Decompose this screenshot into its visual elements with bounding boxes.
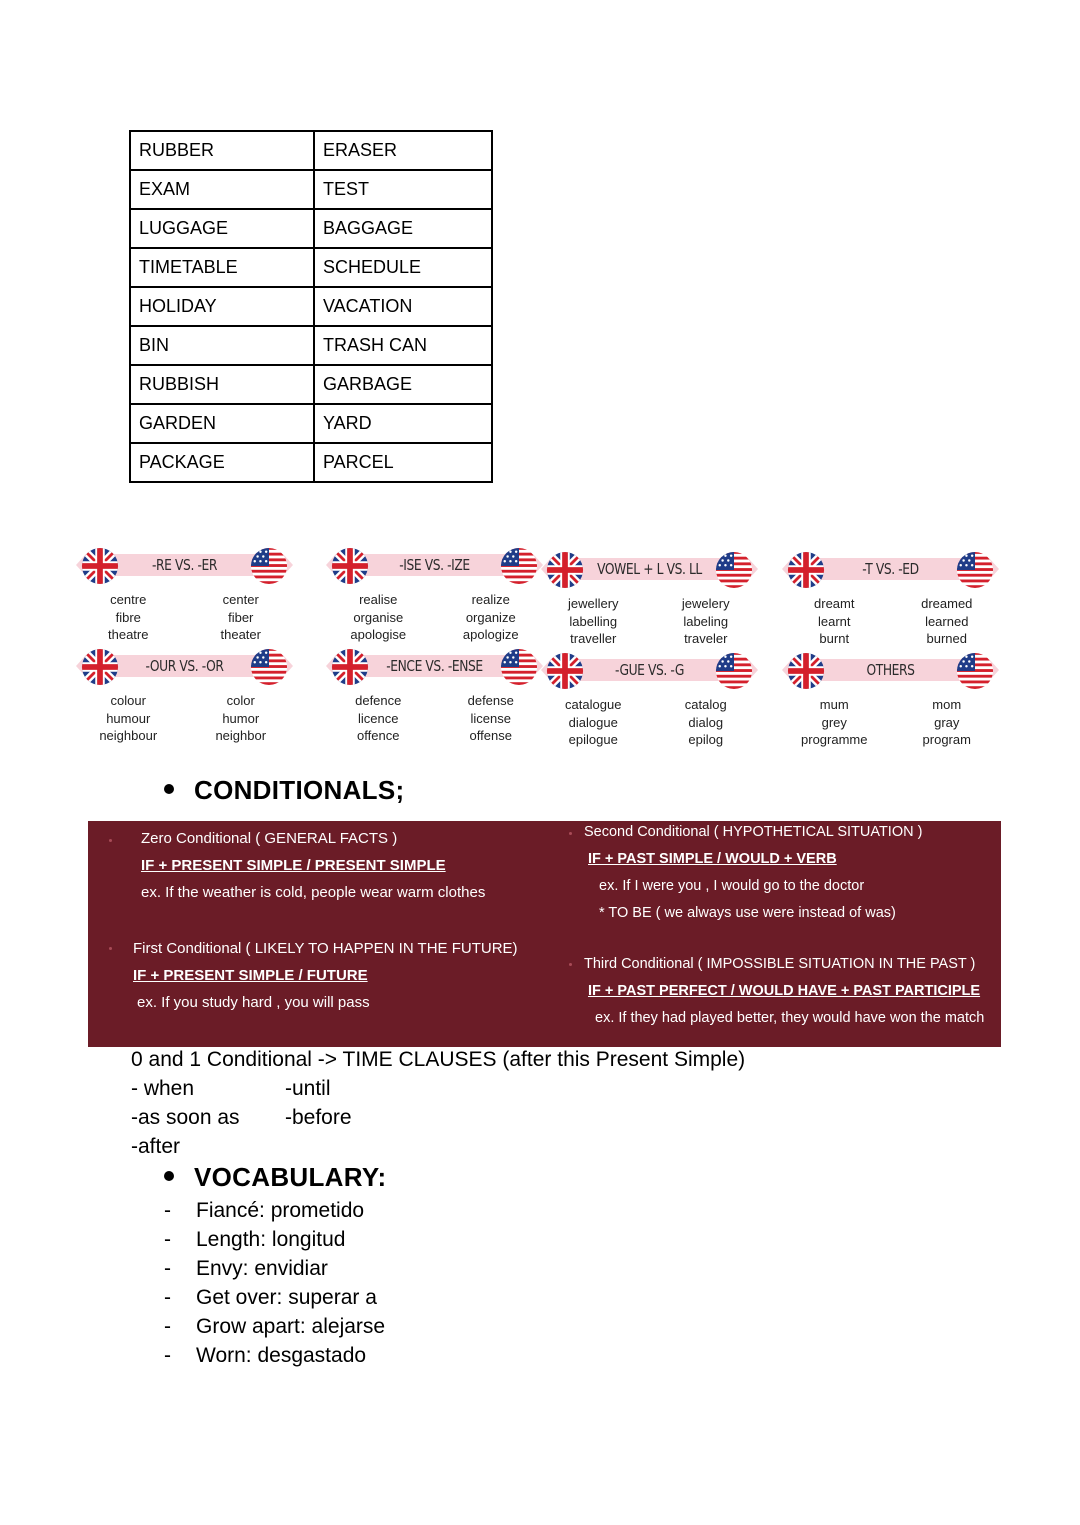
dash-marker: - xyxy=(164,1199,171,1222)
list-item xyxy=(164,1256,328,1282)
time-clause-before: -before xyxy=(285,1106,352,1129)
table-row xyxy=(130,248,492,287)
uk-word-cell: RUBBISH xyxy=(130,365,314,404)
bullet-icon xyxy=(569,832,572,835)
list-item xyxy=(164,1198,364,1224)
bullet-icon xyxy=(569,963,572,966)
spelling-banner xyxy=(322,546,547,584)
time-clause-when: - when xyxy=(131,1077,195,1100)
us-word-cell: TEST xyxy=(314,170,492,209)
second-conditional-title: Second Conditional ( HYPOTHETICAL SITUATION ) xyxy=(584,824,923,840)
us-spelling-list: center fiber theater xyxy=(220,592,261,642)
first-conditional-formula: IF + PRESENT SIMPLE / FUTURE xyxy=(133,967,368,984)
zero-conditional-title: Zero Conditional ( GENERAL FACTS ) xyxy=(141,830,398,847)
uk-word-cell: GARDEN xyxy=(130,404,314,443)
spelling-examples xyxy=(778,595,1003,648)
us-word-cell: TRASH CAN xyxy=(314,326,492,365)
uk-us-spelling-infographic xyxy=(72,546,1002,756)
table-row xyxy=(130,170,492,209)
dash-marker: - xyxy=(164,1228,171,1251)
uk-spelling-list: centre fibre theatre xyxy=(108,592,149,642)
conditionals-panel xyxy=(88,821,1001,1047)
us-word-cell: VACATION xyxy=(314,287,492,326)
spelling-rule-title: -ENCE VS. -ENSE xyxy=(386,657,483,675)
first-conditional-example: ex. If you study hard , you will pass xyxy=(137,994,370,1011)
vocabulary-entry: Grow apart: alejarse xyxy=(196,1315,386,1338)
uk-spelling-list: jewellery labelling traveller xyxy=(567,596,619,646)
uk-word-cell: EXAM xyxy=(130,170,314,209)
second-conditional xyxy=(584,822,922,923)
uk-spelling-list: dreamt learnt burnt xyxy=(814,596,855,646)
us-spelling-list: jewelery labeling traveler xyxy=(681,596,730,646)
third-conditional-formula: IF + PAST PERFECT / WOULD HAVE + PAST PARTICIPLE xyxy=(588,983,981,999)
us-spelling-list: color humor neighbor xyxy=(215,693,267,743)
uk-spelling-list: realise organise apologise xyxy=(350,592,407,642)
table-row xyxy=(130,404,492,443)
table-row xyxy=(130,209,492,248)
spelling-rule-title: -GUE VS. -G xyxy=(614,661,685,679)
zero-conditional-formula: IF + PRESENT SIMPLE / PRESENT SIMPLE xyxy=(141,857,446,874)
spelling-banner xyxy=(778,651,1003,689)
table-row xyxy=(130,365,492,404)
vocabulary-entry: Envy: envidiar xyxy=(196,1257,328,1280)
us-flag-icon xyxy=(500,648,538,686)
us-spelling-list: catalog dialog epilog xyxy=(684,697,727,747)
zero-conditional xyxy=(141,829,485,903)
conditionals-heading-text: CONDITIONALS; xyxy=(194,775,405,805)
bullet-icon xyxy=(109,839,112,842)
uk-flag-icon xyxy=(787,551,825,589)
spelling-rule-title: OTHERS xyxy=(866,661,915,679)
time-clause-as-soon-as: -as soon as xyxy=(131,1106,240,1129)
us-flag-icon xyxy=(715,652,753,690)
uk-word-cell: HOLIDAY xyxy=(130,287,314,326)
us-flag-icon xyxy=(250,547,288,585)
bullet-icon xyxy=(164,1171,174,1181)
us-word-cell: ERASER xyxy=(314,131,492,170)
spelling-rule-title: -T VS. -ED xyxy=(862,560,919,578)
bullet-icon xyxy=(109,947,112,950)
spelling-rule-title: -OUR VS. -OR xyxy=(145,657,224,675)
list-item xyxy=(164,1285,377,1311)
us-flag-icon xyxy=(956,551,994,589)
table-row xyxy=(130,131,492,170)
time-clause-until: -until xyxy=(285,1077,331,1100)
uk-word-cell: LUGGAGE xyxy=(130,209,314,248)
spelling-banner xyxy=(537,651,762,689)
second-conditional-formula: IF + PAST SIMPLE / WOULD + VERB xyxy=(588,851,837,867)
time-clause-after: -after xyxy=(131,1135,181,1158)
us-spelling-list: mom gray program xyxy=(922,697,971,747)
us-word-cell: YARD xyxy=(314,404,492,443)
first-conditional-title: First Conditional ( LIKELY TO HAPPEN IN THE FUTURE) xyxy=(133,940,518,957)
list-item xyxy=(164,1343,366,1369)
uk-spelling-list: defence licence offence xyxy=(355,693,402,743)
word-table-body xyxy=(130,131,492,482)
dash-marker: - xyxy=(164,1286,171,1309)
table-row xyxy=(130,443,492,482)
uk-word-cell: PACKAGE xyxy=(130,443,314,482)
second-conditional-note: * TO BE ( we always use were instead of was) xyxy=(599,905,896,921)
spelling-rule-title: VOWEL + L VS. LL xyxy=(597,560,702,578)
list-item xyxy=(164,1314,385,1340)
list-item xyxy=(164,1227,345,1253)
us-spelling-list: realize organize apologize xyxy=(462,592,519,642)
spelling-examples xyxy=(322,692,547,745)
uk-spelling-list: catalogue dialogue epilogue xyxy=(565,697,622,747)
spelling-examples xyxy=(322,591,547,644)
uk-flag-icon xyxy=(81,547,119,585)
vocabulary-entry: Worn: desgastado xyxy=(196,1344,367,1367)
second-conditional-example: ex. If I were you , I would go to the doctor xyxy=(599,878,865,894)
conditionals-heading xyxy=(164,775,404,806)
spelling-banner xyxy=(72,546,297,584)
spelling-rule-title: -ISE VS. -IZE xyxy=(399,556,470,574)
spelling-banner xyxy=(537,550,762,588)
table-row xyxy=(130,287,492,326)
us-spelling-list: dreamed learned burned xyxy=(921,596,973,646)
third-conditional xyxy=(584,954,984,1028)
us-flag-icon xyxy=(250,648,288,686)
vocabulary-entry: Get over: superar a xyxy=(196,1286,377,1309)
spelling-banner xyxy=(778,550,1003,588)
uk-flag-icon xyxy=(546,652,584,690)
us-flag-icon xyxy=(500,547,538,585)
bullet-icon xyxy=(164,784,174,794)
spelling-examples xyxy=(537,696,762,749)
uk-word-cell: RUBBER xyxy=(130,131,314,170)
uk-word-cell: BIN xyxy=(130,326,314,365)
us-word-cell: SCHEDULE xyxy=(314,248,492,287)
spelling-banner xyxy=(72,647,297,685)
us-spelling-list: defense license offense xyxy=(467,693,514,743)
us-flag-icon xyxy=(715,551,753,589)
us-word-cell: GARBAGE xyxy=(314,365,492,404)
vocabulary-entry: Length: longitud xyxy=(196,1228,346,1251)
us-word-cell: PARCEL xyxy=(314,443,492,482)
dash-marker: - xyxy=(164,1344,171,1367)
uk-word-cell: TIMETABLE xyxy=(130,248,314,287)
uk-flag-icon xyxy=(331,648,369,686)
us-word-cell: BAGGAGE xyxy=(314,209,492,248)
vocabulary-entry: Fiancé: prometido xyxy=(196,1199,365,1222)
uk-flag-icon xyxy=(331,547,369,585)
vocabulary-heading xyxy=(164,1162,387,1193)
dash-marker: - xyxy=(164,1315,171,1338)
spelling-examples xyxy=(778,696,1003,749)
spelling-examples xyxy=(72,591,297,644)
spelling-examples xyxy=(537,595,762,648)
time-clauses-intro: 0 and 1 Conditional -> TIME CLAUSES (after this Present Simple) xyxy=(131,1048,746,1071)
uk-flag-icon xyxy=(81,648,119,686)
zero-conditional-example: ex. If the weather is cold, people wear warm clothes xyxy=(141,884,486,901)
spelling-rule-title: -RE VS. -ER xyxy=(152,556,217,574)
dash-marker: - xyxy=(164,1257,171,1280)
spelling-banner xyxy=(322,647,547,685)
uk-flag-icon xyxy=(787,652,825,690)
third-conditional-title: Third Conditional ( IMPOSSIBLE SITUATION IN THE PAST ) xyxy=(584,956,976,972)
third-conditional-example: ex. If they had played better, they would have won the match xyxy=(595,1010,985,1026)
uk-spelling-list: mum grey programme xyxy=(801,697,868,747)
vocabulary-heading-text: VOCABULARY: xyxy=(194,1162,387,1192)
uk-spelling-list: colour humour neighbour xyxy=(99,693,158,743)
uk-flag-icon xyxy=(546,551,584,589)
us-flag-icon xyxy=(956,652,994,690)
uk-us-word-table xyxy=(129,130,493,483)
spelling-examples xyxy=(72,692,297,745)
table-row xyxy=(130,326,492,365)
first-conditional xyxy=(133,939,518,1013)
